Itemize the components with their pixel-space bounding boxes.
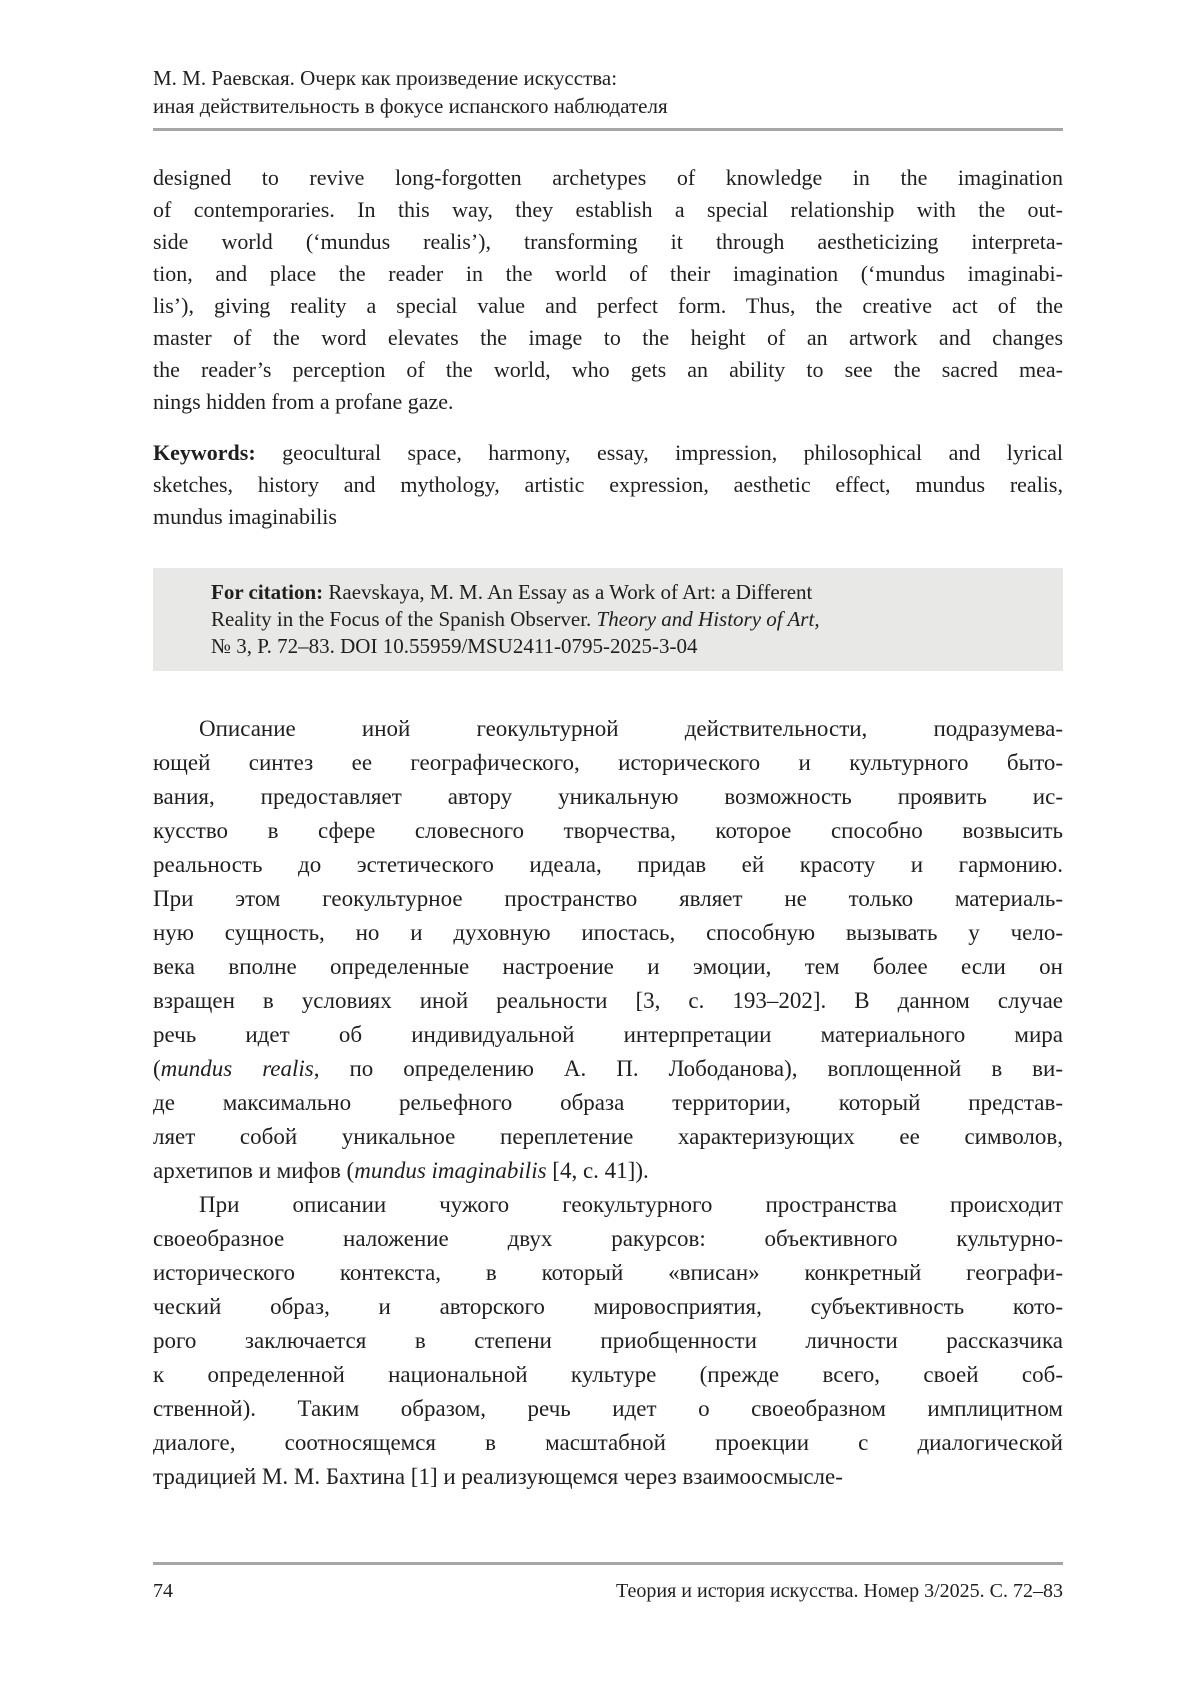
- for-citation-box: [153, 568, 1063, 671]
- text-line: [153, 1358, 1063, 1392]
- text-line: [153, 1154, 1063, 1188]
- keywords-paragraph: [153, 437, 1063, 533]
- text-segment: № 3, P. 72–83. DOI 10.55959/MSU2411-0795-2025-3-04: [211, 634, 698, 658]
- text-segment: реальность до эстетического идеала, придав ей красоту и гармонию.: [153, 852, 1063, 877]
- text-line: [153, 1290, 1063, 1324]
- text-line: [153, 1392, 1063, 1426]
- body-paragraph-2: [153, 1188, 1063, 1494]
- journal-issue-line: Теория и история искусства. Номер 3/2025. С. 72–83: [616, 1580, 1063, 1602]
- text-segment: кусство в сфере словесного творчества, которое способно возвысить: [153, 818, 1063, 843]
- text-segment: Keywords:: [153, 440, 283, 465]
- text-line: [153, 814, 1063, 848]
- text-line: [153, 386, 1063, 418]
- text-segment: Описание иной геокультурной действительности, подразумева-: [199, 716, 1063, 741]
- text-line: [153, 950, 1063, 984]
- text-line: [153, 848, 1063, 882]
- text-line: [153, 1018, 1063, 1052]
- text-segment: sketches, history and mythology, artistic expression, aesthetic effect, mundus realis,: [153, 472, 1063, 497]
- text-segment: mundus realis: [160, 1056, 314, 1081]
- text-segment: , по определению А. П. Лободанова), воплощенной в ви-: [313, 1056, 1063, 1081]
- text-line: [153, 1086, 1063, 1120]
- text-segment: geocultural space, harmony, essay, impression, philosophical and lyrical: [282, 440, 1064, 465]
- text-segment: речь идет об индивидуальной интерпретации материального мира: [153, 1022, 1063, 1047]
- page-footer: [153, 1578, 1063, 1604]
- text-line: [153, 162, 1063, 194]
- text-segment: взращен в условиях иной реальности [3, с. 193–202]. В данном случае: [153, 988, 1063, 1013]
- text-line: [153, 226, 1063, 258]
- text-line: [153, 1188, 1063, 1222]
- text-line: [153, 1256, 1063, 1290]
- text-line: [153, 1460, 1063, 1494]
- text-line: [153, 882, 1063, 916]
- text-segment: Raevskaya, M. M. An Essay as a Work of Art: a Different: [328, 580, 813, 604]
- text-line: [153, 1052, 1063, 1086]
- text-line: [153, 437, 1063, 469]
- text-line: [153, 258, 1063, 290]
- text-segment: master of the word elevates the image to the height of an artwork and changes: [153, 325, 1063, 350]
- text-segment: [4, с. 41]).: [546, 1158, 649, 1183]
- text-segment: lis’), giving reality a special value and perfect form. Thus, the creative act of the: [153, 293, 1063, 318]
- text-segment: М. М. Раевская. Очерк как произведение искусства:: [153, 66, 618, 90]
- text-segment: рого заключается в степени приобщенности личности рассказчика: [153, 1328, 1063, 1353]
- text-segment: Theory and History of Art,: [596, 607, 820, 631]
- body-text: [153, 712, 1063, 1494]
- text-line: [153, 1426, 1063, 1460]
- text-line: [153, 469, 1063, 501]
- text-segment: mundus imaginabilis: [153, 504, 337, 529]
- text-segment: (: [153, 1056, 161, 1081]
- text-segment: традицией М. М. Бахтина [1] и реализующемся через взаимоосмысле-: [153, 1464, 843, 1489]
- text-segment: иная действительность в фокусе испанского наблюдателя: [153, 94, 668, 118]
- text-segment: side world (‘mundus realis’), transforming it through aestheticizing interpreta-: [153, 229, 1063, 254]
- text-line: [153, 916, 1063, 950]
- text-segment: nings hidden from a profane gaze.: [153, 389, 454, 414]
- text-line: [211, 579, 1043, 606]
- text-segment: Reality in the Focus of the Spanish Observer.: [211, 607, 597, 631]
- text-line: [153, 984, 1063, 1018]
- page-number: 74: [153, 1580, 173, 1602]
- text-segment: ственной). Таким образом, речь идет о своеобразном имплицитном: [153, 1396, 1063, 1421]
- text-line: [153, 322, 1063, 354]
- text-segment: ющей синтез ее географического, исторического и культурного быто-: [153, 750, 1063, 775]
- text-line: [153, 746, 1063, 780]
- text-segment: the reader’s perception of the world, who gets an ability to see the sacred mea-: [153, 357, 1063, 382]
- text-segment: ляет собой уникальное переплетение характеризующих ее символов,: [153, 1124, 1063, 1149]
- text-line: [153, 92, 1063, 120]
- text-line: [153, 354, 1063, 386]
- text-segment: designed to revive long-forgotten archetypes of knowledge in the imagination: [153, 165, 1063, 190]
- body-paragraph-1: [153, 712, 1063, 1188]
- text-segment: своеобразное наложение двух ракурсов: объективного культурно-: [153, 1226, 1063, 1251]
- text-segment: При описании чужого геокультурного пространства происходит: [199, 1192, 1063, 1217]
- header-divider-rule: [153, 128, 1063, 131]
- text-segment: tion, and place the reader in the world of their imagination (‘mundus imaginabi-: [153, 261, 1063, 286]
- text-line: [153, 64, 1063, 92]
- text-line: [211, 633, 1043, 660]
- text-segment: При этом геокультурное пространство являет не только материаль-: [153, 886, 1063, 911]
- text-segment: диалоге, соотносящемся в масштабной проекции с диалогической: [153, 1430, 1063, 1455]
- text-segment: For citation:: [211, 580, 329, 604]
- text-segment: де максимально рельефного образа территории, который представ-: [153, 1090, 1063, 1115]
- text-line: [211, 606, 1043, 633]
- text-line: [153, 1120, 1063, 1154]
- text-line: [153, 1222, 1063, 1256]
- footer-divider-rule: [153, 1562, 1063, 1565]
- text-line: [153, 780, 1063, 814]
- text-segment: of contemporaries. In this way, they establish a special relationship with the out-: [153, 197, 1063, 222]
- text-line: [153, 290, 1063, 322]
- text-line: [153, 501, 1063, 533]
- text-segment: ную сущность, но и духовную ипостась, способную вызывать у чело-: [153, 920, 1063, 945]
- text-segment: к определенной национальной культуре (прежде всего, своей соб-: [153, 1362, 1063, 1387]
- text-segment: исторического контекста, в который «вписан» конкретный географи-: [153, 1260, 1063, 1285]
- text-line: [153, 194, 1063, 226]
- abstract-english-paragraph: [153, 162, 1063, 418]
- text-segment: ческий образ, и авторского мировосприятия, субъективность кото-: [153, 1294, 1063, 1319]
- text-segment: века вполне определенные настроение и эмоции, тем более если он: [153, 954, 1063, 979]
- text-segment: mundus imaginabilis: [354, 1158, 547, 1183]
- text-line: [153, 712, 1063, 746]
- running-head: [153, 64, 1063, 120]
- text-line: [153, 1324, 1063, 1358]
- text-segment: вания, предоставляет автору уникальную возможность проявить ис-: [153, 784, 1063, 809]
- text-segment: архетипов и мифов (: [153, 1158, 355, 1183]
